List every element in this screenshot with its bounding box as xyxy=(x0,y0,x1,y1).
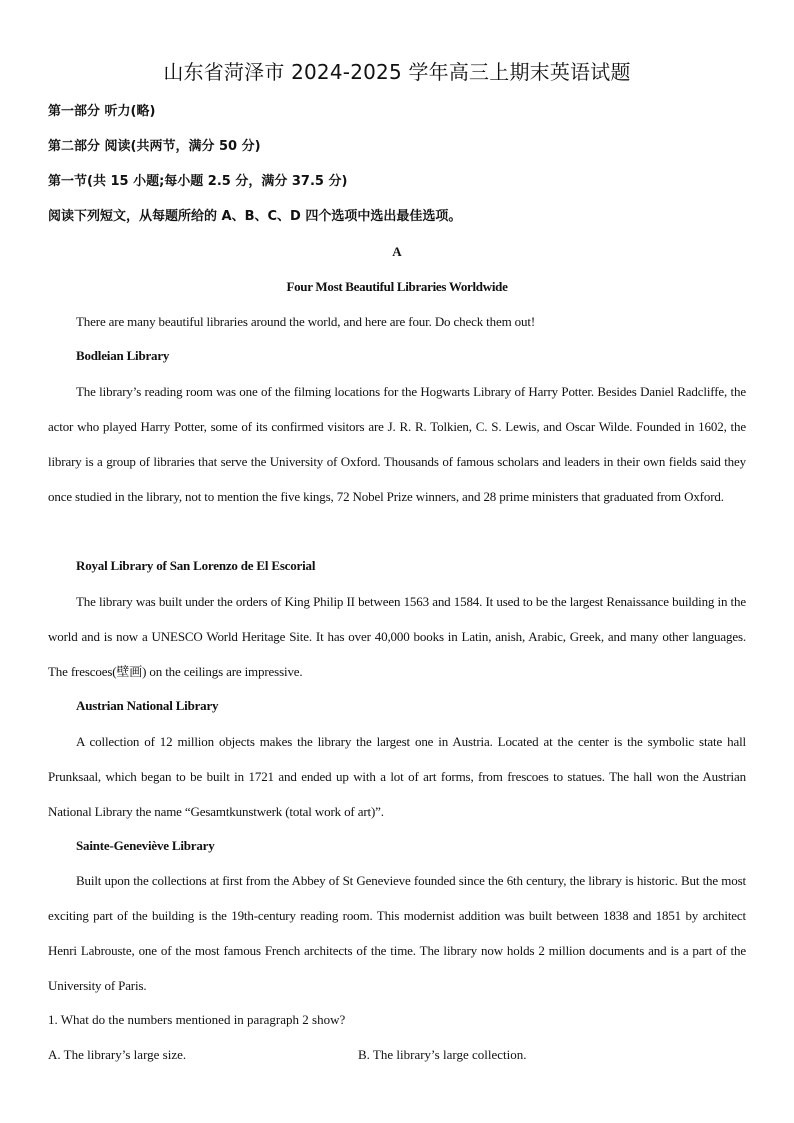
directions: 阅读下列短文，从每题所给的 A、B、C、D 四个选项中选出最佳选项。 xyxy=(48,209,462,224)
passage-title: Four Most Beautiful Libraries Worldwide xyxy=(286,279,508,294)
question-option-b[interactable]: B. The library’s large collection. xyxy=(358,1047,527,1062)
question-stem: 1. What do the numbers mentioned in paragraph 2 show? xyxy=(48,1012,346,1027)
section-text-bodleian: The library’s reading room was one of the filming locations for the Hogwarts Library of Harry Potter. Besides Daniel Radcliffe, the actor who played Harry Potter, some of its confirmed visitors are J. R. R. Tolkien, C. S. Lewis, and Oscar Wilde. Founded in 1602, the library is a group of libraries that serve the University of Oxford. Thousands of famous scholars and leaders in their own fields said they once studied in the library, not to mention the five kings, 72 Nobel Prize winners, and 28 prime ministers that graduated from Oxford. xyxy=(48,384,746,504)
section-heading-sainte-genevieve: Sainte-Geneviève Library xyxy=(76,838,215,853)
section-heading-bodleian: Bodleian Library xyxy=(76,348,170,363)
passage-label: A xyxy=(392,244,402,259)
question-option-a[interactable]: A. The library’s large size. xyxy=(48,1047,187,1062)
part1-heading: 第一部分 听力(略) xyxy=(48,104,156,119)
part2-heading: 第二部分 阅读(共两节，满分 50 分) xyxy=(48,139,261,154)
section-text-sainte-genevieve: Built upon the collections at first from the Abbey of St Genevieve founded since the 6th century, the library is historic. But the most exciting part of the building is the 19th-century reading room. This modernist addition was built between 1838 and 1851 by architect Henri Labrouste, one of the most famous French architects of the time. The library now holds 2 million documents and is a part of the University of Paris. xyxy=(48,873,746,993)
section-heading-austrian: Austrian National Library xyxy=(76,698,219,713)
section1-heading: 第一节(共 15 小题;每小题 2.5 分，满分 37.5 分) xyxy=(48,174,348,189)
passage-intro: There are many beautiful libraries around the world, and here are four. Do check them out! xyxy=(76,314,536,329)
section-heading-escorial: Royal Library of San Lorenzo de El Escorial xyxy=(76,558,316,573)
page-title: 山东省菏泽市 2024-2025 学年高三上期末英语试题 xyxy=(163,60,631,84)
section-text-austrian: A collection of 12 million objects makes the library the largest one in Austria. Located at the center is the symbolic state hall Prunksaal, which began to be built in 1721 and ended up with a lot of art forms, from frescoes to statues. The hall won the Austrian National Library the name “Gesamtkunstwerk (total work of art)”. xyxy=(48,734,746,819)
section-text-escorial: The library was built under the orders of King Philip II between 1563 and 1584. It used to be the largest Renaissance building in the world and is now a UNESCO World Heritage Site. It has over 40,000 books in Latin, anish, Arabic, Greek, and many other languages. The frescoes(壁画) on the ceilings are impressive. xyxy=(48,594,746,679)
